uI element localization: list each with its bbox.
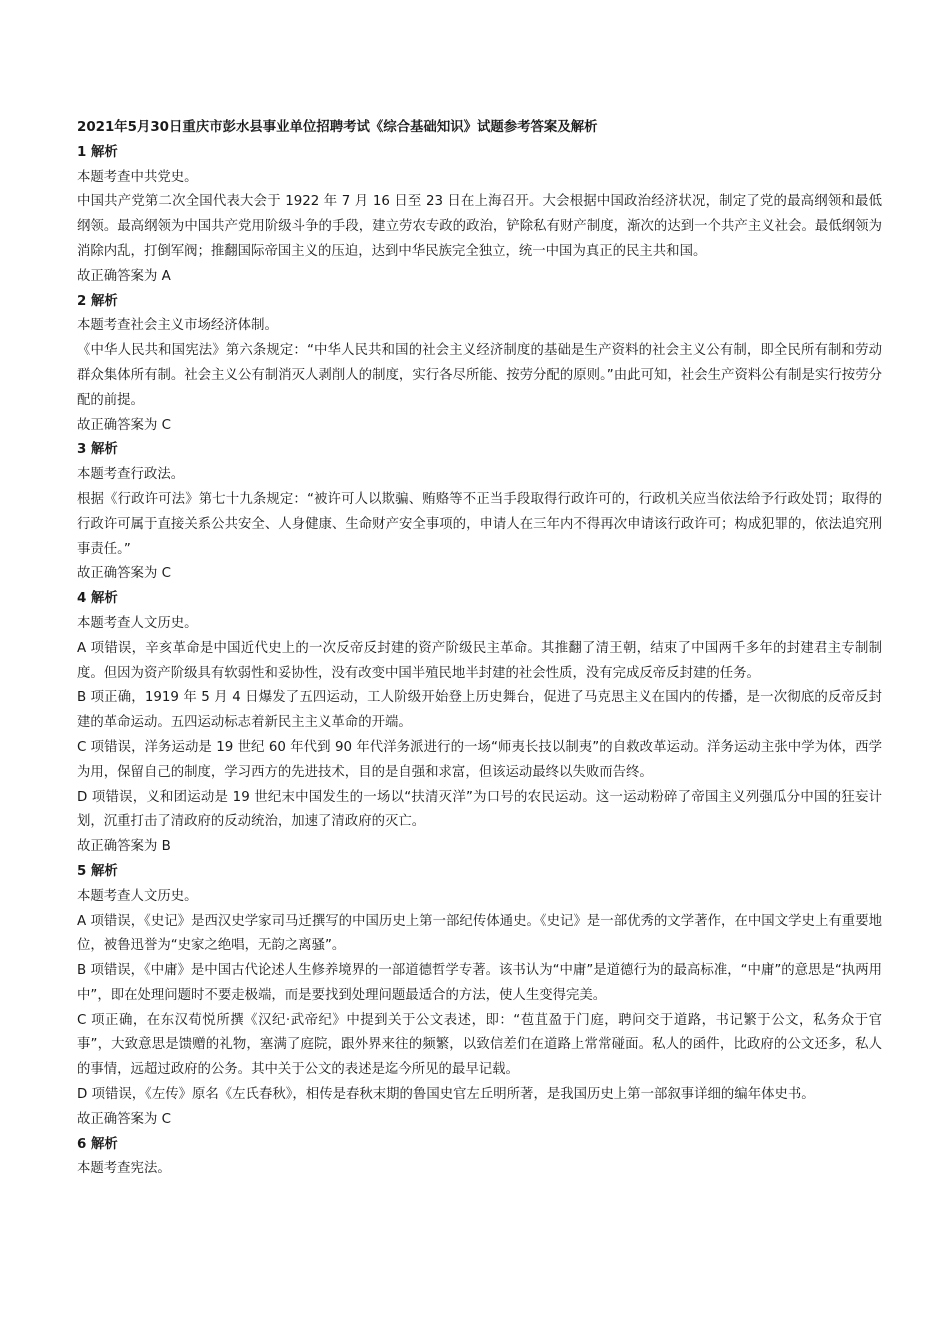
section-heading: 1 解析 [77,144,118,160]
section-paragraph: 《中华人民共和国宪法》第六条规定：“中华人民共和国的社会主义经济制度的基础是生产资料的社会主义公有制，即全民所有制和劳动群众集体所有制。社会主义公有制消灭人剥削人的制度，实行各尽所能、按劳分配的原则。”由此可知，社会生产资料公有制是实行按劳分配的前提。 [77,343,882,408]
document-page [77,116,882,1182]
answer-section-6 [77,1133,882,1183]
section-heading: 2 解析 [77,293,118,309]
section-answer: 故正确答案为 C [77,566,171,582]
option-c-paragraph: C 项错误，洋务运动是 19 世纪 60 年代到 90 年代洋务派进行的一场“师夷长技以制夷”的自救改革运动。洋务运动主张中学为体，西学为用，保留自己的制度，学习西方的先进技术，目的是自强和求富，但该运动最终以失败而告终。 [77,739,882,780]
answer-section-5 [77,860,882,1133]
section-paragraph: 根据《行政许可法》第七十九条规定：“被许可人以欺骗、贿赂等不正当手段取得行政许可的，行政机关应当依法给予行政处罚；取得的行政许可属于直接关系公共安全、人身健康、生命财产安全事项的，申请人在三年内不得再次申请该行政许可；构成犯罪的，依法追究刑事责任。” [77,491,882,557]
section-paragraph: 中国共产党第二次全国代表大会于 1922 年 7 月 16 日至 23 日在上海召开。大会根据中国政治经济状况，制定了党的最高纲领和最低纲领。最高纲领为中国共产党用阶级斗争的手段，建立劳农专政的政治，铲除私有财产制度，渐次的达到一个共产主义社会。最低纲领为消除内乱，打倒军阀；推翻国际帝国主义的压迫，达到中华民族完全独立，统一中国为真正的民主共和国。 [77,194,882,259]
section-answer: 故正确答案为 A [77,268,171,284]
answer-section-2 [77,290,882,439]
option-b-paragraph: B 项错误，《中庸》是中国古代论述人生修养境界的一部道德哲学专著。该书认为“中庸”是道德行为的最高标准，“中庸”的意思是“执两用中”，即在处理问题时不要走极端，而是要找到处理问题最适合的方法，使人生变得完美。 [77,963,882,1003]
option-a-paragraph: A 项错误，辛亥革命是中国近代史上的一次反帝反封建的资产阶级民主革命。其推翻了清王朝，结束了中国两千多年的封建君主专制制度。但因为资产阶级具有软弱性和妥协性，没有改变中国半殖民地半封建的社会性质，没有完成反帝反封建的任务。 [77,640,882,681]
section-topic: 本题考查社会主义市场经济体制。 [77,318,278,334]
answer-section-3 [77,438,882,587]
section-heading: 5 解析 [77,863,118,879]
section-answer: 故正确答案为 C [77,1111,171,1127]
option-c-paragraph: C 项正确，在东汉荀悦所撰《汉纪·武帝纪》中提到关于公文表述，即：“苞苴盈于门庭，聘问交于道路，书记繁于公文，私务众于官事”，大致意思是馈赠的礼物，塞满了庭院，跟外界来往的频繁，以致信差们在道路上常常碰面。私人的函件，比政府的公文还多，私人的事情，远超过政府的公务。其中关于公文的表述是迄今所见的最早记载。 [77,1012,882,1078]
answer-section-4 [77,587,882,860]
section-heading: 6 解析 [77,1136,118,1152]
section-topic: 本题考查行政法。 [77,467,185,483]
section-answer: 故正确答案为 C [77,417,171,433]
section-topic: 本题考查宪法。 [77,1161,171,1177]
section-heading: 4 解析 [77,591,118,607]
section-topic: 本题考查人文历史。 [77,888,198,904]
option-d-paragraph: D 项错误，《左传》原名《左氏春秋》，相传是春秋末期的鲁国史官左丘明所著，是我国历史上第一部叙事详细的编年体史书。 [77,1087,815,1103]
option-a-paragraph: A 项错误，《史记》是西汉史学家司马迁撰写的中国历史上第一部纪传体通史。《史记》是一部优秀的文学著作，在中国文学史上有重要地位，被鲁迅誉为“史家之绝唱，无韵之离骚”。 [77,913,882,954]
option-d-paragraph: D 项错误，义和团运动是 19 世纪末中国发生的一场以“扶清灭洋”为口号的农民运动。这一运动粉碎了帝国主义列强瓜分中国的狂妄计划，沉重打击了清政府的反动统治，加速了清政府的灭亡。 [77,789,882,830]
document-title: 2021年5月30日重庆市彭水县事业单位招聘考试《综合基础知识》试题参考答案及解析 [77,120,598,135]
section-topic: 本题考查人文历史。 [77,615,198,631]
option-b-paragraph: B 项正确，1919 年 5 月 4 日爆发了五四运动，工人阶级开始登上历史舞台，促进了马克思主义在国内的传播，是一次彻底的反帝反封建的革命运动。五四运动标志着新民主主义革命的开端。 [77,690,882,731]
section-answer: 故正确答案为 B [77,839,171,855]
answer-section-1 [77,141,882,290]
section-heading: 3 解析 [77,442,118,458]
section-topic: 本题考查中共党史。 [77,169,198,185]
